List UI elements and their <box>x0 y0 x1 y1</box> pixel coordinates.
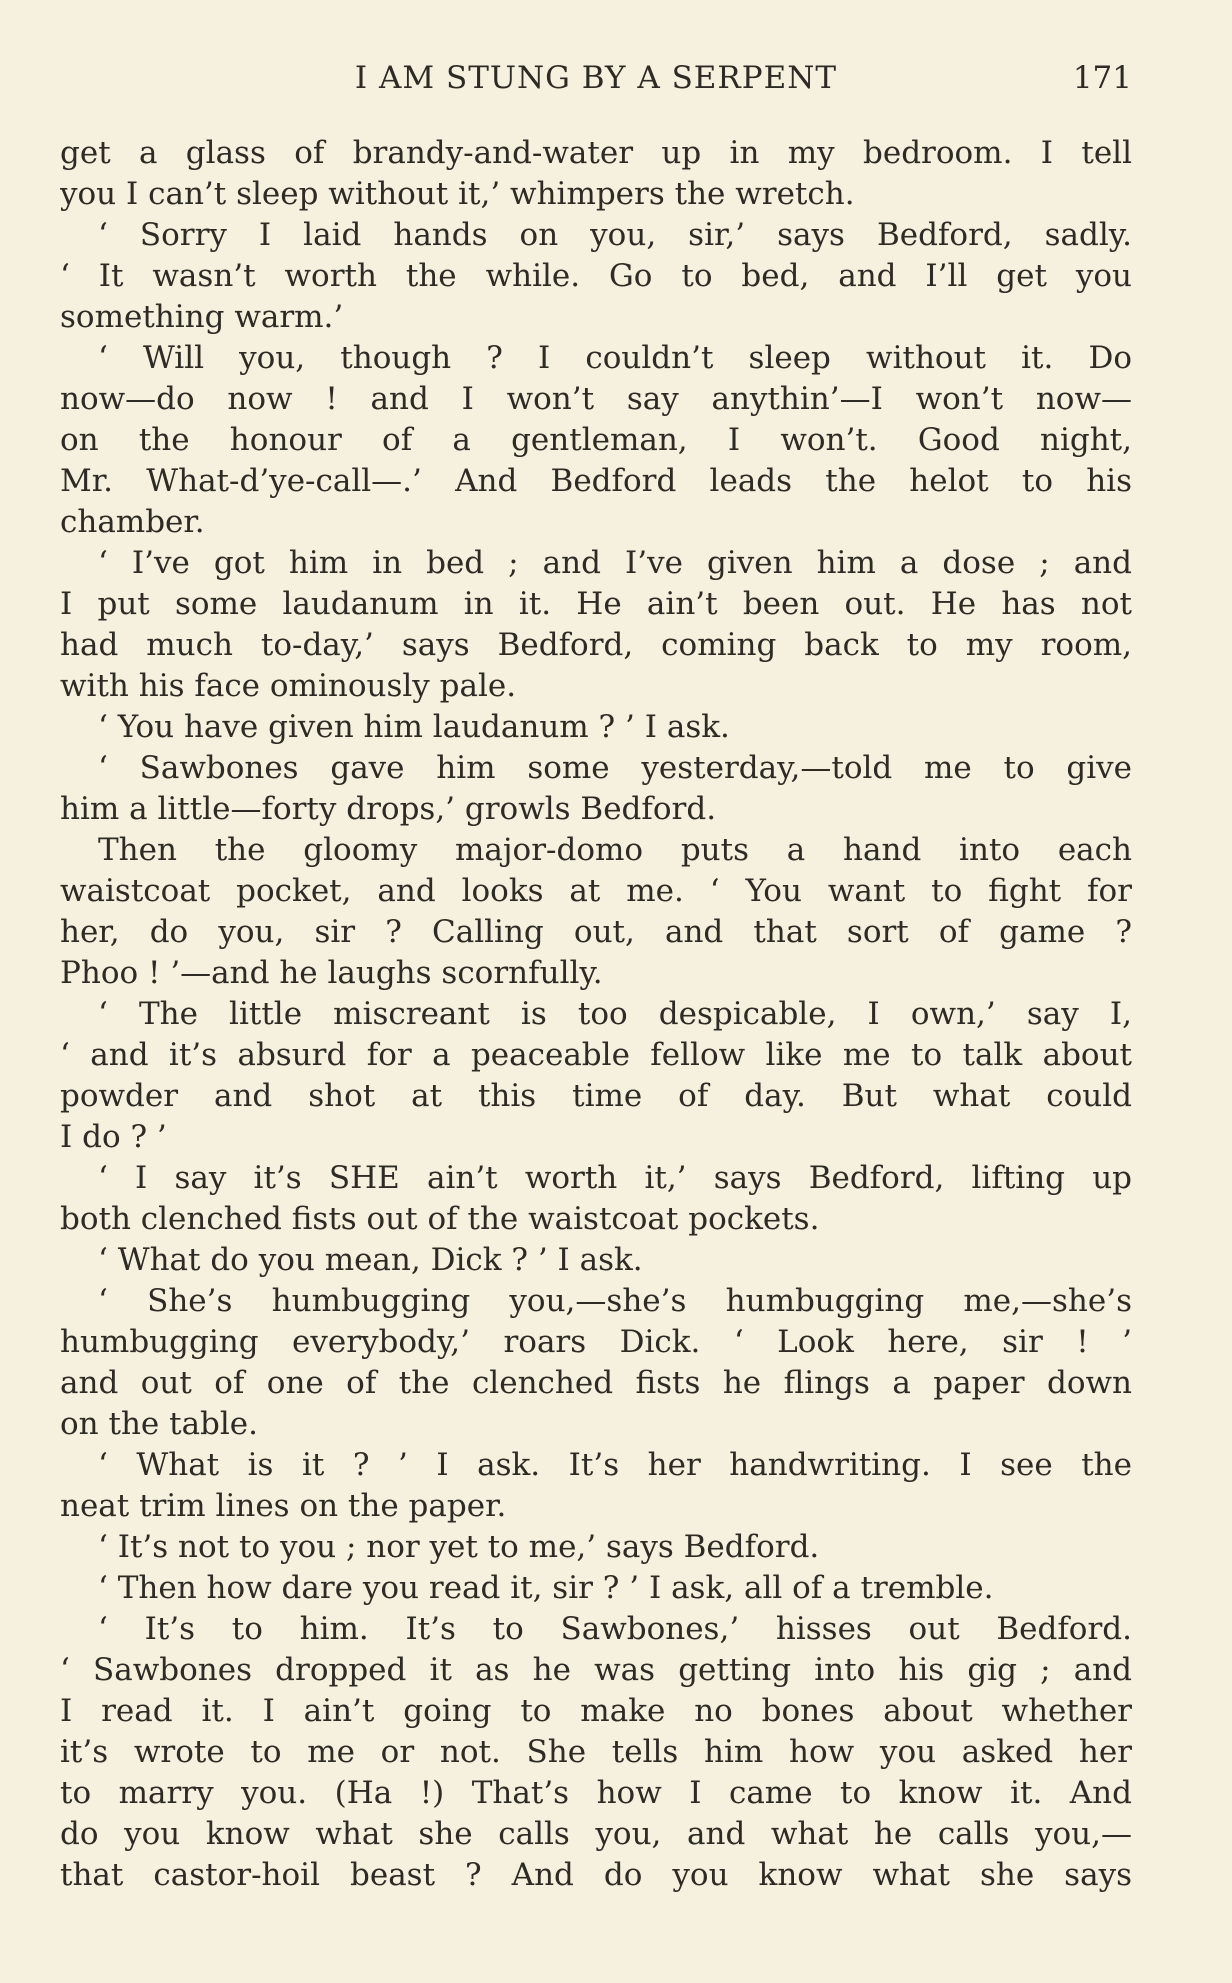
text-line: I put some laudanum in it. He ain’t been out. He has not <box>60 586 1132 622</box>
text-line: something warm.’ <box>60 299 344 335</box>
text-line: ‘ It’s not to you ; nor yet to me,’ says Bedford. <box>98 1529 820 1565</box>
text-line: that castor-hoil beast ? And do you know what she says <box>60 1857 1132 1893</box>
text-line: I read it. I ain’t going to make no bones about whether <box>60 1693 1132 1729</box>
text-line: do you know what she calls you, and what he calls you,— <box>60 1816 1132 1852</box>
text-line: ‘ I’ve got him in bed ; and I’ve given him a dose ; and <box>98 545 1132 581</box>
text-line: you I can’t sleep without it,’ whimpers the wretch. <box>60 176 855 212</box>
text-line: now—do now ! and I won’t say anythin’—I won’t now— <box>60 381 1132 417</box>
text-line: Then the gloomy major-domo puts a hand into each <box>98 832 1132 868</box>
text-line: ‘ What do you mean, Dick ? ’ I ask. <box>98 1242 643 1278</box>
text-line: ‘ Then how dare you read it, sir ? ’ I ask, all of a tremble. <box>98 1570 994 1606</box>
text-line: ‘ I say it’s SHE ain’t worth it,’ says Bedford, lifting up <box>98 1160 1132 1196</box>
text-line: her, do you, sir ? Calling out, and that sort of game ? <box>60 914 1132 950</box>
text-line: ‘ Sawbones dropped it as he was getting into his gig ; and <box>60 1652 1132 1688</box>
text-line: both clenched fists out of the waistcoat pockets. <box>60 1201 820 1237</box>
text-line: and out of one of the clenched fists he flings a paper down <box>60 1365 1132 1401</box>
text-line: ‘ It’s to him. It’s to Sawbones,’ hisses out Bedford. <box>98 1611 1132 1647</box>
text-line: to marry you. (Ha !) That’s how I came to know it. And <box>60 1775 1132 1811</box>
text-line: get a glass of brandy-and-water up in my bedroom. I tell <box>60 135 1132 171</box>
text-line: chamber. <box>60 504 205 540</box>
text-line: ‘ Will you, though ? I couldn’t sleep without it. Do <box>98 340 1132 376</box>
text-line: on the table. <box>60 1406 259 1442</box>
text-line: ‘ The little miscreant is too despicable, I own,’ say I, <box>98 996 1132 1032</box>
text-line: ‘ What is it ? ’ I ask. It’s her handwriting. I see the <box>98 1447 1132 1483</box>
text-line: ‘ She’s humbugging you,—she’s humbugging me,—she’s <box>98 1283 1132 1319</box>
text-line: ‘ Sorry I laid hands on you, sir,’ says Bedford, sadly. <box>98 217 1132 253</box>
text-line: with his face ominously pale. <box>60 668 517 704</box>
text-line: him a little—forty drops,’ growls Bedford. <box>60 791 717 827</box>
text-line: powder and shot at this time of day. But what could <box>60 1078 1132 1114</box>
body-text <box>60 133 1132 1896</box>
text-line: humbugging everybody,’ roars Dick. ‘ Look here, sir ! ’ <box>60 1324 1132 1360</box>
text-line: neat trim lines on the paper. <box>60 1488 507 1524</box>
text-line: Mr. What-d’ye-call—.’ And Bedford leads the helot to his <box>60 463 1132 499</box>
text-line: Phoo ! ’—and he laughs scornfully. <box>60 955 603 991</box>
text-line: it’s wrote to me or not. She tells him how you asked her <box>60 1734 1132 1770</box>
page-number: 171 <box>1072 60 1132 96</box>
text-line: ‘ and it’s absurd for a peaceable fellow like me to talk about <box>60 1037 1132 1073</box>
page-header <box>60 52 1132 104</box>
text-line: ‘ It wasn’t worth the while. Go to bed, and I’ll get you <box>60 258 1132 294</box>
text-line: had much to-day,’ says Bedford, coming back to my room, <box>60 627 1132 663</box>
text-line: on the honour of a gentleman, I won’t. Good night, <box>60 422 1132 458</box>
text-line: ‘ You have given him laudanum ? ’ I ask. <box>98 709 730 745</box>
running-head: I AM STUNG BY A SERPENT <box>354 60 838 96</box>
text-line: ‘ Sawbones gave him some yesterday,—told me to give <box>98 750 1132 786</box>
text-line: I do ? ’ <box>60 1119 167 1155</box>
text-line: waistcoat pocket, and looks at me. ‘ You want to fight for <box>60 873 1132 909</box>
